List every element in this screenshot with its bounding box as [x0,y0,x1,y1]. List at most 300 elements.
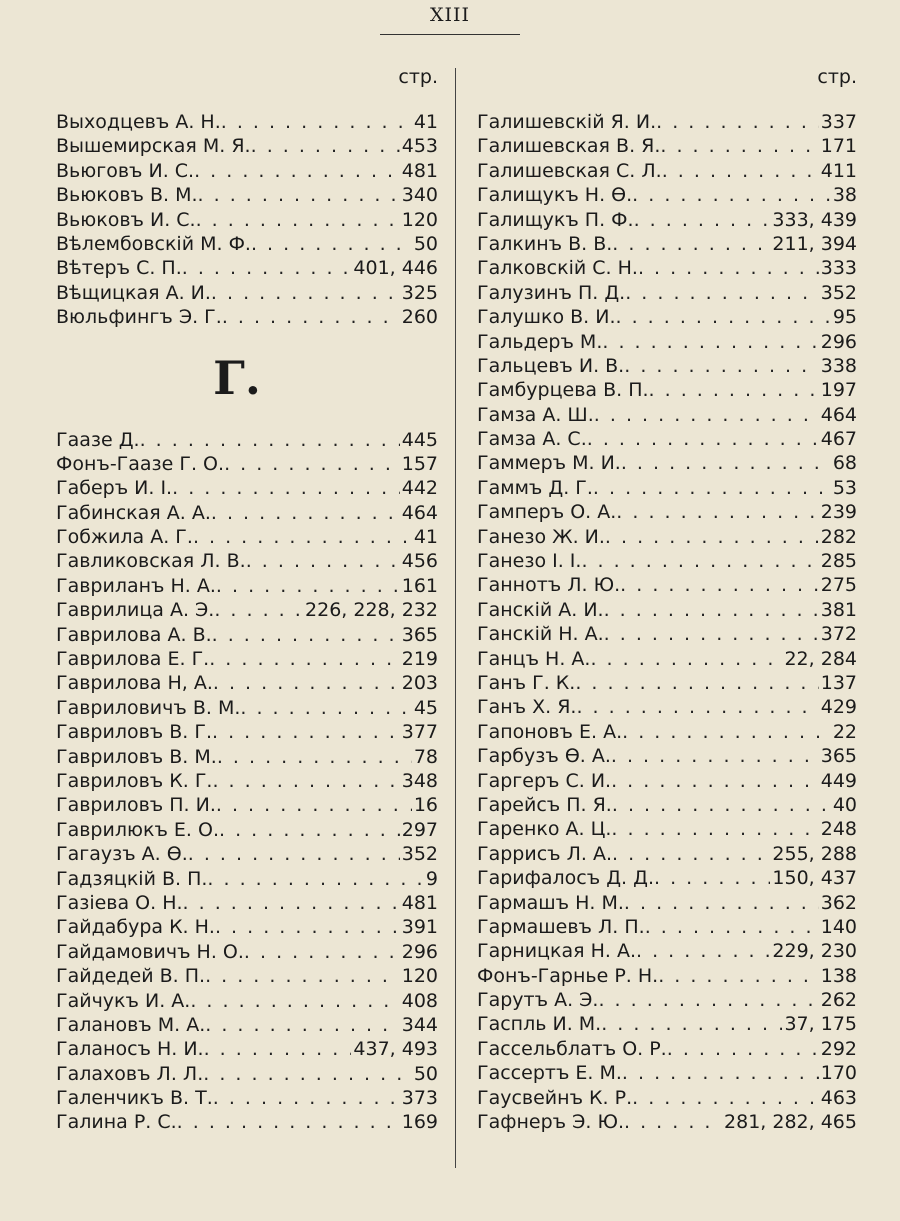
dot-leader [602,330,818,354]
index-entry [477,378,857,402]
index-entry [56,1110,438,1134]
dot-leader [216,793,412,817]
entry-name: Гассертъ Е. М. [477,1062,622,1085]
entry-pages: 170 [820,1062,857,1085]
dot-leader [251,232,412,256]
index-entry [477,183,857,207]
entry-pages: 120 [401,965,438,988]
entry-name: Ганъ Х. Я. [477,696,577,719]
dot-leader [196,208,400,232]
entry-pages: 292 [820,1037,857,1060]
entry-name: Вюльфингъ Э. Г. [56,306,222,329]
entry-name: Газіева О. Н. [56,891,183,914]
entry-name: Фонъ-Гаазе Г. О. [56,452,225,475]
dot-leader [244,940,400,964]
entry-name: Гамбурцева В. П. [477,379,649,402]
dot-leader [221,110,412,134]
entry-name: Гайдабура К. Н. [56,916,215,939]
entry-pages: 41 [413,111,438,133]
index-entry [56,769,438,793]
entry-name: Ганцъ Н. А. [477,647,591,670]
dot-leader [624,1110,722,1134]
dot-leader [193,525,412,549]
dot-leader [616,305,831,329]
entry-pages: 239 [820,501,857,524]
entry-name: Гавриловъ К. Г. [56,769,213,792]
dot-leader [214,598,303,622]
index-entry [477,354,857,378]
entry-name: Вьюковъ В. М. [56,184,198,207]
dot-leader [660,134,818,158]
index-entry [477,866,857,890]
entry-pages: 226, 228, 232 [305,599,438,622]
entry-pages: 229, 230 [772,940,857,963]
dot-leader [605,525,819,549]
entry-pages: 157 [401,452,438,475]
dot-leader [587,427,819,451]
entry-name: Гавриловичъ В. М. [56,696,241,719]
dot-leader [190,989,399,1013]
entry-pages: 281, 282, 465 [724,1111,857,1134]
dot-leader [601,1012,782,1036]
entry-pages: 150, 437 [772,867,857,890]
dot-leader [654,866,770,890]
entry-name: Фонъ-Гарнье Р. Н. [477,964,659,987]
entry-pages: 449 [820,769,857,792]
index-entry [56,281,438,305]
entry-pages: 456 [401,550,438,573]
entry-name: Галенчикъ В. Т. [56,1087,213,1110]
entry-pages: 255, 288 [772,842,857,865]
dot-leader [593,476,831,500]
dot-leader [216,574,400,598]
index-entry [477,744,857,768]
section-letter: Г. [213,350,261,405]
entry-pages: 463 [820,1086,857,1109]
page-number: XIII [429,4,471,26]
entry-name: Ганъ Г. К. [477,671,576,694]
entry-pages: 481 [401,891,438,914]
dot-leader [594,403,819,427]
entry-name: Вѣтеръ С. П. [56,257,182,280]
entry-name: Гаспль И. М. [477,1013,602,1036]
dot-leader [213,1086,400,1110]
index-entry [56,598,438,622]
index-entry [56,574,438,598]
dot-leader [211,501,400,525]
index-entry [56,452,438,476]
dot-leader [209,647,400,671]
entry-name: Гаврилюкъ Е. О. [56,818,219,841]
index-entry [56,134,438,158]
dot-leader [636,939,770,963]
index-entry [477,647,857,671]
entry-name: Ганезо Ж. И. [477,525,605,548]
entry-name: Гайчукъ И. А. [56,989,191,1012]
entry-pages: 53 [832,476,857,499]
entry-pages: 429 [820,696,857,719]
dot-leader [598,988,818,1012]
entry-name: Галаховъ Л. Л. [56,1062,204,1085]
dot-leader [667,1037,819,1061]
dot-leader [604,598,819,622]
entry-pages: 78 [413,745,438,768]
index-entry [56,793,438,817]
dot-leader [222,305,400,329]
index-entry [477,1086,857,1110]
index-entry [56,671,438,695]
dot-leader [611,817,818,841]
entry-pages: 37, 175 [784,1013,857,1036]
entry-name: Гавликовская Л. В. [56,550,246,573]
index-entry [477,1061,857,1085]
entry-name: Гармашевъ Л. П. [477,915,645,938]
entry-pages: 161 [401,574,438,597]
right-entries [477,110,857,1134]
entry-name: Габинская А. А. [56,501,211,524]
dot-leader [217,745,412,769]
dot-leader [182,256,352,280]
dot-leader [625,281,819,305]
entry-pages: 408 [401,989,438,1012]
dot-leader [658,964,819,988]
index-entry [56,818,438,842]
index-entry [477,1012,857,1036]
entry-name: Гарбузъ Ө. А. [477,745,611,768]
entry-pages: 9 [425,867,438,890]
entry-name: Гальдеръ М. [477,330,603,353]
index-entry [56,549,438,573]
index-entry [477,988,857,1012]
entry-name: Ганскій Н. А. [477,623,604,646]
dot-leader [211,281,400,305]
dot-leader [204,1037,352,1061]
entry-name: Галишевскій Я. И. [477,111,657,133]
entry-name: Галишевская С. Л. [477,159,662,182]
entry-pages: 297 [401,818,438,841]
entry-pages: 120 [401,208,438,231]
dot-leader [638,256,819,280]
index-entry [477,891,857,915]
index-entry [477,817,857,841]
index-entry [56,501,438,525]
entry-name: Гайдедей В. П. [56,965,206,988]
entry-pages: 338 [820,354,857,377]
dot-leader [205,1013,399,1037]
entry-name: Вьюковъ И. С. [56,208,196,231]
entry-name: Гаренко А. Ц. [477,818,612,841]
index-entry [477,451,857,475]
dot-leader [240,696,411,720]
index-entry [56,305,438,329]
dot-leader [212,623,400,647]
index-entry [477,1110,857,1134]
entry-pages: 282 [820,525,857,548]
entry-name: Гаррисъ Л. А. [477,842,613,865]
index-entry [477,622,857,646]
entry-pages: 50 [413,232,438,255]
entry-name: Гамза А. С. [477,428,587,451]
entry-pages: 373 [401,1087,438,1110]
entry-name: Галищукъ Н. Ө. [477,184,633,207]
entry-name: Гарутъ А. Э. [477,989,599,1012]
entry-name: Вѣщицкая А. И. [56,281,211,304]
dot-leader [251,134,400,158]
dot-leader [624,354,819,378]
dot-leader [612,842,770,866]
entry-name: Гадзяцкій В. П. [56,867,208,890]
entry-name: Гамза А. Ш. [477,403,594,426]
entry-pages: 45 [413,696,438,719]
entry-name: Гобжила А. Г. [56,526,193,549]
entry-name: Гафнеръ Э. Ю. [477,1111,625,1134]
left-entries-after [56,428,438,1135]
index-entry [477,330,857,354]
entry-name: Гавриловъ В. М. [56,745,217,768]
entry-name: Галузинъ П. Д. [477,281,626,304]
index-entry [477,769,857,793]
index-entry [477,208,857,232]
entry-name: Галушко В. И. [477,306,616,329]
dot-leader [612,793,831,817]
entry-name: Габеръ И. I. [56,477,173,500]
dot-leader [575,671,818,695]
entry-pages: 38 [832,184,857,207]
dot-leader [194,159,400,183]
dot-leader [624,891,819,915]
dot-leader [611,769,819,793]
entry-name: Гаазе Д. [56,428,140,451]
entry-pages: 325 [401,281,438,304]
dot-leader [212,769,399,793]
entry-pages: 137 [820,671,857,694]
entry-pages: 138 [820,964,857,987]
entry-name: Ганскій А. И. [477,598,604,621]
dot-leader [632,1086,819,1110]
dot-leader [622,1061,819,1085]
dot-leader [219,818,400,842]
entry-pages: 171 [820,135,857,158]
entry-pages: 296 [401,940,438,963]
index-entry [477,159,857,183]
index-entry [477,964,857,988]
dot-leader [188,842,400,866]
index-entry [56,915,438,939]
entry-name: Гаврилова Е. Г. [56,648,210,671]
entry-pages: 197 [820,379,857,402]
index-entry [56,940,438,964]
index-entry [477,305,857,329]
entry-pages: 464 [820,403,857,426]
dot-leader [604,622,819,646]
dot-leader [246,549,400,573]
index-entry [477,110,857,134]
index-entry [56,232,438,256]
index-entry [477,842,857,866]
dot-leader [656,110,819,134]
left-entries-before [56,110,438,330]
entry-name: Гальцевъ И. В. [477,354,625,377]
entry-pages: 169 [401,1111,438,1134]
entry-name: Вьюговъ И. С. [56,159,195,182]
index-entry [477,695,857,719]
entry-name: Гассельблатъ О. Р. [477,1037,667,1060]
entry-name: Гаврилова А. В. [56,623,212,646]
entry-pages: 16 [413,794,438,817]
entry-pages: 453 [401,135,438,158]
entry-name: Галановъ М. А. [56,1013,206,1036]
entry-pages: 352 [820,281,857,304]
dot-leader [140,428,400,452]
index-entry [477,793,857,817]
index-entry [477,256,857,280]
entry-pages: 40 [832,793,857,816]
dot-leader [205,964,400,988]
index-entry [56,1037,438,1061]
entry-pages: 372 [820,623,857,646]
entry-pages: 352 [401,843,438,866]
dot-leader [581,549,818,573]
entry-pages: 365 [401,623,438,646]
entry-pages: 340 [401,184,438,207]
dot-leader [177,1110,400,1134]
index-entry [56,720,438,744]
index-entry [56,476,438,500]
entry-pages: 391 [401,916,438,939]
index-entry [56,208,438,232]
dot-leader [621,451,831,475]
entry-name: Гамперъ О. А. [477,501,617,524]
entry-pages: 381 [820,598,857,621]
entry-name: Вышемирская М. Я. [56,135,251,158]
entry-pages: 437, 493 [353,1038,438,1061]
entry-pages: 140 [820,915,857,938]
index-entry [477,598,857,622]
index-entry [477,573,857,597]
index-entry [56,867,438,891]
entry-pages: 344 [401,1013,438,1036]
entry-name: Гагаузъ А. Ө. [56,843,188,866]
dot-leader [198,183,400,207]
entry-pages: 22, 284 [784,647,857,670]
index-entry [56,647,438,671]
index-entry [56,891,438,915]
entry-name: Вѣлембовскій М. Ф. [56,232,251,255]
dot-leader [612,232,770,256]
entry-name: Гарейсъ П. Я. [477,793,612,816]
dot-leader [183,891,400,915]
entry-pages: 285 [820,550,857,573]
entry-name: Галишевская В. Я. [477,135,661,158]
entry-pages: 22 [832,720,857,743]
index-entry [56,989,438,1013]
index-entry [477,403,857,427]
entry-name: Гапоновъ Е. А. [477,720,623,743]
entry-pages: 68 [832,452,857,475]
dot-leader [662,159,819,183]
dot-leader [622,720,831,744]
index-entry [56,1062,438,1086]
entry-pages: 442 [401,477,438,500]
dot-leader [616,500,818,524]
index-entry [56,183,438,207]
index-entry [56,623,438,647]
entry-pages: 464 [401,501,438,524]
entry-name: Ганезо I. I. [477,550,582,573]
entry-name: Галковскій С. Н. [477,257,638,280]
right-column [477,62,857,1134]
entry-pages: 248 [820,818,857,841]
entry-name: Гарифалосъ Д. Д. [477,867,655,890]
right-column-label: стр. [817,66,857,88]
index-entry [56,964,438,988]
index-entry [477,281,857,305]
column-divider [455,68,456,1168]
index-entry [56,745,438,769]
entry-pages: 95 [832,306,857,329]
entry-pages: 275 [820,574,857,597]
dot-leader [632,183,831,207]
dot-leader [590,647,782,671]
dot-leader [215,915,400,939]
index-entry [56,525,438,549]
entry-name: Гайдамовичъ Н. О. [56,940,244,963]
entry-name: Гаусвейнъ К. Р. [477,1086,633,1109]
entry-pages: 203 [401,672,438,695]
entry-name: Гаврилова Н, А. [56,672,213,695]
dot-leader [611,744,819,768]
index-entry [56,428,438,452]
index-entry [477,134,857,158]
dot-leader [224,452,400,476]
entry-name: Ганнотъ Л. Ю. [477,574,621,597]
entry-name: Выходцевъ А. Н. [56,111,221,133]
index-entry [477,427,857,451]
dot-leader [645,915,819,939]
index-entry [56,696,438,720]
index-entry [477,525,857,549]
dot-leader [203,1062,412,1086]
entry-pages: 445 [401,428,438,451]
left-column [56,62,438,1135]
entry-name: Гаврилица А. Э. [56,599,215,622]
entry-pages: 211, 394 [772,232,857,255]
dot-leader [213,671,400,695]
entry-pages: 365 [820,745,857,768]
index-entry [477,549,857,573]
entry-pages: 41 [413,526,438,549]
entry-pages: 333 [820,257,857,280]
dot-leader [634,208,771,232]
dot-leader [172,476,400,500]
entry-name: Гавриловъ П. И. [56,794,216,817]
entry-pages: 467 [820,428,857,451]
entry-pages: 481 [401,159,438,182]
entry-name: Галаносъ Н. И. [56,1038,204,1061]
entry-pages: 337 [820,111,857,133]
entry-pages: 50 [413,1062,438,1085]
entry-name: Гавриловъ В. Г. [56,721,213,744]
entry-pages: 348 [401,769,438,792]
dot-leader [212,720,400,744]
index-entry [477,500,857,524]
dot-leader [649,378,819,402]
index-entry [477,915,857,939]
entry-name: Галищукъ П. Ф. [477,208,634,231]
index-entry [477,1037,857,1061]
dot-leader [576,695,818,719]
index-entry [56,1086,438,1110]
